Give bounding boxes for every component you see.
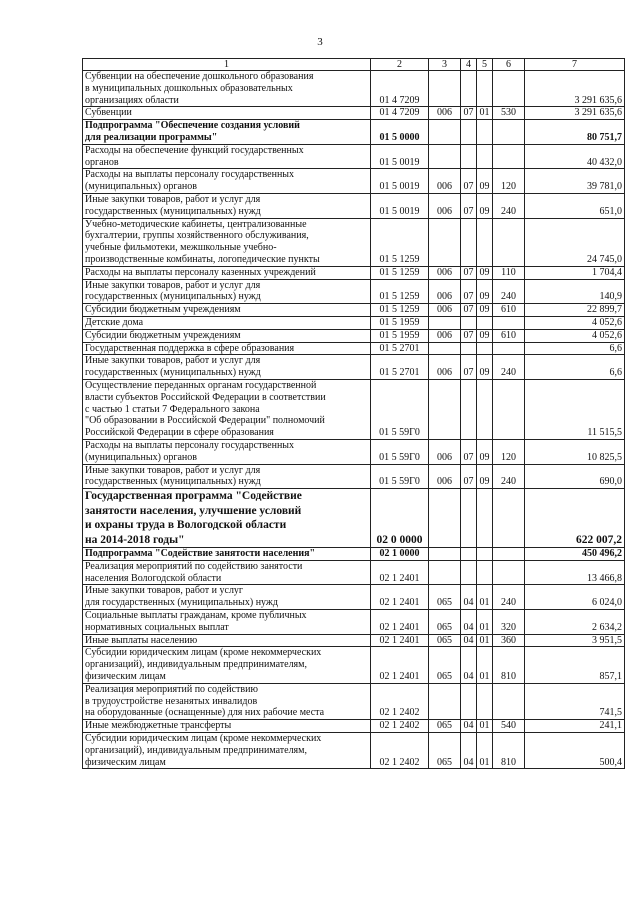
target-article-code: 01 5 1259 [371,266,429,279]
department-code [429,379,461,439]
page-number: 3 [317,36,323,48]
table-row [83,548,625,561]
subsection-code [477,144,493,169]
amount: 651,0 [525,193,625,218]
department-code: 065 [429,610,461,635]
row-name: Расходы на обеспечение функций государственных органов [83,144,371,169]
table-row [83,683,625,719]
subsection-code: 01 [477,585,493,610]
department-code: 006 [429,304,461,317]
subsection-code: 09 [477,169,493,194]
row-name: Иные закупки товаров, работ и услуг для государственных (муниципальных) нужд [83,464,371,489]
subsection-code: 09 [477,329,493,342]
amount: 3 291 635,6 [525,107,625,120]
table-row [83,560,625,585]
expense-type-code: 810 [493,647,525,683]
column-header: 5 [477,59,493,71]
expense-type-code: 610 [493,304,525,317]
row-name: Государственная программа "Содействие занятости населения, улучшение условий и охраны труда в Вологодской области на 2014-2018 годы" [83,489,371,548]
amount: 622 007,2 [525,489,625,548]
amount: 3 291 635,6 [525,71,625,107]
department-code [429,342,461,355]
subsection-code [477,560,493,585]
section-code: 04 [461,634,477,647]
table-row [83,193,625,218]
table-row [83,647,625,683]
section-code: 07 [461,193,477,218]
table-row [83,169,625,194]
section-code: 04 [461,585,477,610]
row-name: Реализация мероприятий по содействию в трудоустройстве незанятых инвалидов на оборудованные (оснащенные) для них рабочие места [83,683,371,719]
row-name: Иные закупки товаров, работ и услуг для государственных (муниципальных) нужд [83,279,371,304]
row-name: Субсидии юридическим лицам (кроме некоммерческих организаций), индивидуальным предпринимателям, физическим лицам [83,733,371,769]
section-code [461,120,477,145]
expense-type-code: 320 [493,610,525,635]
column-header: 3 [429,59,461,71]
section-code: 07 [461,279,477,304]
expense-type-code [493,342,525,355]
target-article-code: 01 4 7209 [371,107,429,120]
subsection-code: 09 [477,279,493,304]
section-code: 07 [461,169,477,194]
column-header: 2 [371,59,429,71]
department-code: 006 [429,107,461,120]
section-code [461,379,477,439]
subsection-code: 09 [477,304,493,317]
amount: 40 432,0 [525,144,625,169]
row-name: Осуществление переданных органам государственной власти субъектов Российской Федерации в соответствии с частью 1 статьи 7 Федерального закона "Об образовании в Российской Федерации" полномочий Российской Федерации в сфере образования [83,379,371,439]
expense-type-code: 240 [493,585,525,610]
row-name: Иные межбюджетные трансферты [83,720,371,733]
expense-type-code [493,379,525,439]
row-name: Иные закупки товаров, работ и услуг для государственных (муниципальных) нужд [83,355,371,380]
target-article-code: 01 5 2701 [371,342,429,355]
target-article-code: 01 5 1259 [371,304,429,317]
target-article-code: 01 5 2701 [371,355,429,380]
section-code: 04 [461,647,477,683]
department-code: 006 [429,266,461,279]
table-row [83,107,625,120]
section-code [461,71,477,107]
subsection-code: 01 [477,610,493,635]
department-code [429,120,461,145]
column-header: 6 [493,59,525,71]
expense-type-code: 540 [493,720,525,733]
row-name: Иные закупки товаров, работ и услуг для государственных (муниципальных) нужд [83,193,371,218]
department-code: 065 [429,585,461,610]
row-name: Расходы на выплаты персоналу казенных учреждений [83,266,371,279]
department-code: 006 [429,439,461,464]
budget-table [82,58,625,769]
expense-type-code: 530 [493,107,525,120]
target-article-code: 01 5 1959 [371,329,429,342]
department-code: 006 [429,193,461,218]
expense-type-code [493,218,525,266]
department-code: 006 [429,464,461,489]
department-code: 065 [429,647,461,683]
row-name: Субсидии юридическим лицам (кроме некоммерческих организаций), индивидуальным предпринимателям, физическим лицам [83,647,371,683]
row-name: Субсидии бюджетным учреждениям [83,329,371,342]
target-article-code: 01 5 0000 [371,120,429,145]
table-row [83,379,625,439]
subsection-code [477,316,493,329]
department-code [429,144,461,169]
target-article-code: 01 5 0019 [371,169,429,194]
subsection-code: 09 [477,266,493,279]
column-header: 4 [461,59,477,71]
section-code [461,144,477,169]
section-code: 07 [461,439,477,464]
row-name: Расходы на выплаты персоналу государственных (муниципальных) органов [83,439,371,464]
section-code [461,218,477,266]
expense-type-code: 810 [493,733,525,769]
expense-type-code: 120 [493,439,525,464]
row-name: Детские дома [83,316,371,329]
expense-type-code: 360 [493,634,525,647]
table-row [83,342,625,355]
section-code: 07 [461,329,477,342]
department-code: 006 [429,329,461,342]
expense-type-code [493,548,525,561]
row-name: Подпрограмма "Обеспечение создания условий для реализации программы" [83,120,371,145]
target-article-code: 02 0 0000 [371,489,429,548]
amount: 6 024,0 [525,585,625,610]
section-code [461,548,477,561]
amount: 241,1 [525,720,625,733]
target-article-code: 02 1 2401 [371,647,429,683]
expense-type-code [493,560,525,585]
amount: 857,1 [525,647,625,683]
expense-type-code: 240 [493,464,525,489]
target-article-code: 01 4 7209 [371,71,429,107]
target-article-code: 01 5 59Г0 [371,464,429,489]
expense-type-code [493,316,525,329]
section-code: 04 [461,610,477,635]
table-row [83,266,625,279]
section-code: 07 [461,266,477,279]
amount: 39 781,0 [525,169,625,194]
table-row [83,304,625,317]
expense-type-code: 120 [493,169,525,194]
subsection-code: 01 [477,733,493,769]
subsection-code: 01 [477,107,493,120]
subsection-code [477,342,493,355]
row-name: Субвенции на обеспечение дошкольного образования в муниципальных дошкольных образовательных организациях области [83,71,371,107]
section-code: 07 [461,107,477,120]
expense-type-code: 240 [493,193,525,218]
amount: 3 951,5 [525,634,625,647]
amount: 140,9 [525,279,625,304]
expense-type-code [493,489,525,548]
target-article-code: 02 1 2402 [371,733,429,769]
target-article-code: 01 5 1259 [371,218,429,266]
target-article-code: 01 5 59Г0 [371,439,429,464]
amount: 4 052,6 [525,329,625,342]
row-name: Учебно-методические кабинеты, централизованные бухгалтерии, группы хозяйственного обслуживания, учебные фильмотеки, межшкольные учебно- производственные комбинаты, логопедические пункты [83,218,371,266]
amount: 741,5 [525,683,625,719]
table-row [83,610,625,635]
amount: 80 751,7 [525,120,625,145]
department-code: 065 [429,634,461,647]
department-code [429,489,461,548]
table-row [83,316,625,329]
department-code [429,316,461,329]
section-code [461,489,477,548]
table-row [83,464,625,489]
subsection-code: 01 [477,634,493,647]
target-article-code: 02 1 2401 [371,585,429,610]
row-name: Подпрограмма "Содействие занятости населения" [83,548,371,561]
target-article-code: 01 5 59Г0 [371,379,429,439]
amount: 6,6 [525,355,625,380]
row-name: Иные закупки товаров, работ и услуг для государственных (муниципальных) нужд [83,585,371,610]
table-row [83,585,625,610]
department-code [429,560,461,585]
subsection-code: 09 [477,193,493,218]
row-name: Государственная поддержка в сфере образования [83,342,371,355]
expense-type-code [493,71,525,107]
amount: 22 899,7 [525,304,625,317]
target-article-code: 02 1 2401 [371,634,429,647]
row-name: Субвенции [83,107,371,120]
table-row [83,144,625,169]
subsection-code: 09 [477,464,493,489]
amount: 450 496,2 [525,548,625,561]
subsection-code: 09 [477,355,493,380]
section-code [461,342,477,355]
department-code [429,683,461,719]
section-code: 04 [461,720,477,733]
amount: 10 825,5 [525,439,625,464]
section-code [461,683,477,719]
department-code: 065 [429,720,461,733]
table-row [83,439,625,464]
table-row [83,355,625,380]
row-name: Иные выплаты населению [83,634,371,647]
amount: 11 515,5 [525,379,625,439]
column-header: 7 [525,59,625,71]
subsection-code [477,71,493,107]
table-row [83,218,625,266]
subsection-code [477,683,493,719]
table-row [83,489,625,548]
expense-type-code [493,144,525,169]
target-article-code: 02 1 2401 [371,560,429,585]
header-row [83,59,625,71]
subsection-code [477,379,493,439]
department-code: 006 [429,279,461,304]
subsection-code [477,548,493,561]
amount: 690,0 [525,464,625,489]
subsection-code: 09 [477,439,493,464]
expense-type-code: 240 [493,279,525,304]
row-name: Субсидии бюджетным учреждениям [83,304,371,317]
expense-type-code: 240 [493,355,525,380]
target-article-code: 02 1 2402 [371,683,429,719]
amount: 1 704,4 [525,266,625,279]
target-article-code: 01 5 0019 [371,193,429,218]
section-code: 07 [461,464,477,489]
table-row [83,120,625,145]
department-code [429,548,461,561]
amount: 2 634,2 [525,610,625,635]
department-code [429,218,461,266]
table-row [83,279,625,304]
expense-type-code [493,683,525,719]
subsection-code [477,120,493,145]
section-code: 07 [461,304,477,317]
target-article-code: 02 1 2401 [371,610,429,635]
section-code [461,316,477,329]
subsection-code: 01 [477,647,493,683]
amount: 4 052,6 [525,316,625,329]
expense-type-code [493,120,525,145]
department-code: 006 [429,169,461,194]
table-row [83,71,625,107]
subsection-code: 01 [477,720,493,733]
target-article-code: 02 1 0000 [371,548,429,561]
department-code: 006 [429,355,461,380]
amount: 13 466,8 [525,560,625,585]
section-code: 07 [461,355,477,380]
amount: 24 745,0 [525,218,625,266]
row-name: Расходы на выплаты персоналу государственных (муниципальных) органов [83,169,371,194]
amount: 500,4 [525,733,625,769]
row-name: Социальные выплаты гражданам, кроме публичных нормативных социальных выплат [83,610,371,635]
target-article-code: 01 5 1259 [371,279,429,304]
table-row [83,733,625,769]
column-header: 1 [83,59,371,71]
target-article-code: 01 5 0019 [371,144,429,169]
amount: 6,6 [525,342,625,355]
row-name: Реализация мероприятий по содействию занятости населения Вологодской области [83,560,371,585]
section-code [461,560,477,585]
section-code: 04 [461,733,477,769]
table-row [83,634,625,647]
subsection-code [477,489,493,548]
table-row [83,720,625,733]
target-article-code: 01 5 1959 [371,316,429,329]
target-article-code: 02 1 2402 [371,720,429,733]
expense-type-code: 610 [493,329,525,342]
department-code [429,71,461,107]
department-code: 065 [429,733,461,769]
table-row [83,329,625,342]
expense-type-code: 110 [493,266,525,279]
subsection-code [477,218,493,266]
